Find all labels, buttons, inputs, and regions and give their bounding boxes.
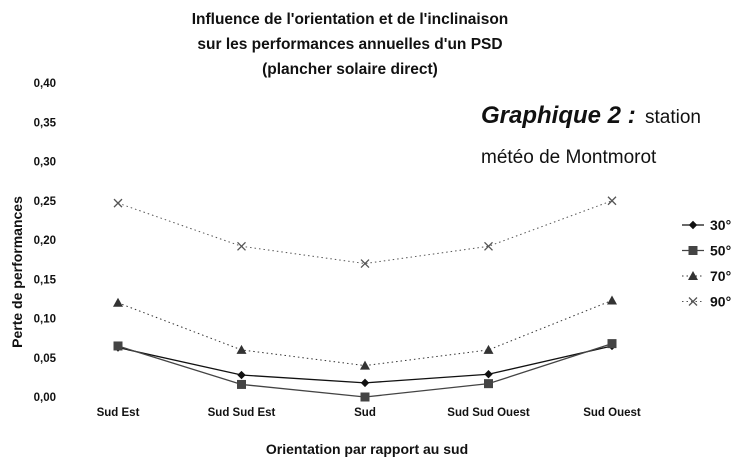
y-tick-label: 0,10 <box>33 313 56 326</box>
legend <box>682 217 731 310</box>
chart-title-line-2: sur les performances annuelles d'un PSD <box>197 36 503 53</box>
y-tick-label: 0,30 <box>33 156 56 169</box>
series-line-50 <box>118 344 612 397</box>
annotation-bold: Graphique 2 : <box>481 102 636 129</box>
data-point <box>361 379 369 387</box>
legend-marker <box>689 246 698 255</box>
data-point <box>237 371 245 379</box>
y-axis-label: Perte de performances <box>9 196 25 348</box>
data-point <box>484 345 494 354</box>
y-tick-label: 0,40 <box>33 78 56 90</box>
x-tick-label: Sud Est <box>96 407 140 419</box>
chart-title <box>192 11 509 78</box>
chart-annotation <box>481 102 701 168</box>
x-axis-label: Orientation par rapport au sud <box>265 441 469 457</box>
data-point <box>114 199 122 207</box>
annotation-text-1: station <box>645 107 701 128</box>
y-tick-label: 0,20 <box>33 235 56 247</box>
y-tick-label: 0,00 <box>33 392 56 404</box>
series-line-90 <box>118 201 612 264</box>
series-line-70 <box>118 300 612 365</box>
chart-title-line-1: Influence de l'orientation et de l'inclinaison <box>191 11 509 28</box>
data-point <box>237 345 247 354</box>
x-tick-label: Sud Ouest <box>583 407 641 419</box>
data-point <box>114 341 123 350</box>
data-point <box>484 370 492 378</box>
data-point <box>238 242 246 250</box>
y-tick-label: 0,05 <box>33 352 56 365</box>
x-tick-label: Sud <box>354 407 376 419</box>
legend-label: 90° <box>710 293 732 310</box>
x-tick-label: Sud Sud Ouest <box>447 407 530 419</box>
y-tick-label: 0,25 <box>33 195 56 208</box>
data-point <box>237 380 246 389</box>
data-point <box>361 393 370 402</box>
data-point <box>607 295 617 304</box>
data-point <box>608 197 616 205</box>
y-tick-label: 0,15 <box>33 274 56 287</box>
y-tick-label: 0,35 <box>33 117 56 130</box>
legend-label: 70° <box>710 268 732 284</box>
data-point <box>485 242 493 250</box>
data-point <box>113 298 123 307</box>
series-layer <box>113 197 617 402</box>
legend-label: 30° <box>710 217 732 233</box>
annotation-text-2: météo de Montmorot <box>481 147 657 168</box>
x-axis-ticks <box>97 407 641 419</box>
x-tick-label: Sud Sud Est <box>207 407 276 419</box>
data-point <box>484 379 493 388</box>
legend-label: 50° <box>710 242 732 259</box>
data-point <box>608 339 617 348</box>
y-axis-ticks <box>34 78 57 404</box>
legend-marker <box>689 221 697 229</box>
chart-title-line-3: (plancher solaire direct) <box>262 61 438 78</box>
